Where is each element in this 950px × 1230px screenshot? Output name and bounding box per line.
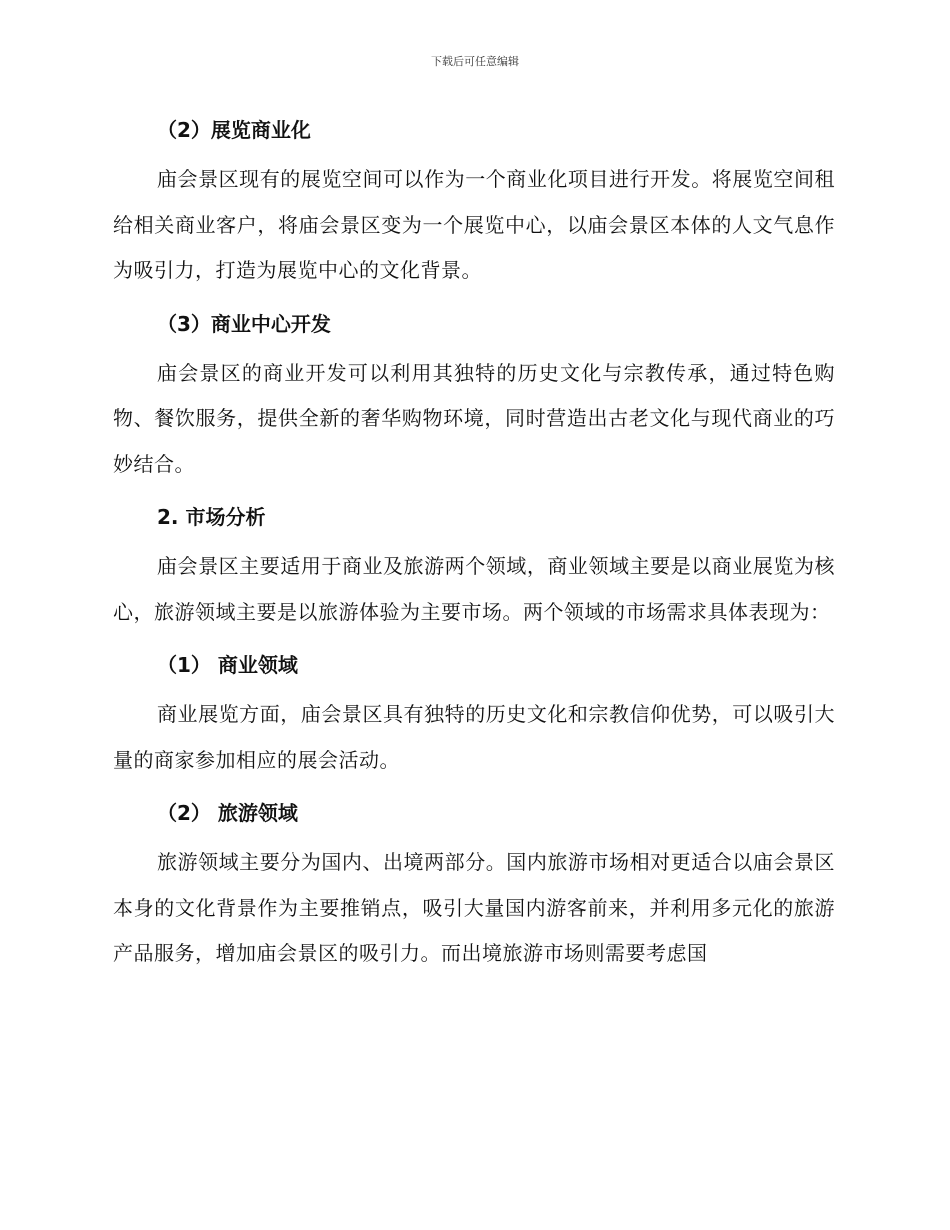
paragraph-tourism-field: 旅游领域主要分为国内、出境两部分。国内旅游市场相对更适合以庙会景区本身的文化背景作为主要推销点，吸引大量国内游客前来，并利用多元化的旅游产品服务，增加庙会景区的吸引力。而出境旅游市场则需要考虑国 xyxy=(113,850,835,965)
section-heading-tourism-field: （2） 旅游领域 xyxy=(157,801,298,825)
header-note: 下载后可任意编辑 xyxy=(431,55,519,68)
paragraph-market-analysis: 庙会景区主要适用于商业及旅游两个领域，商业领域主要是以商业展览为核心，旅游领域主要是以旅游体验为主要市场。两个领域的市场需求具体表现为： xyxy=(113,554,835,624)
section-heading-exhibition-commercialization: （2）展览商业化 xyxy=(157,118,311,142)
section-heading-commercial-field: （1） 商业领域 xyxy=(157,653,298,677)
section-heading-commercial-center: （3）商业中心开发 xyxy=(157,311,331,336)
paragraph-exhibition-commercialization: 庙会景区现有的展览空间可以作为一个商业化项目进行开发。将展览空间租给相关商业客户，将庙会景区变为一个展览中心，以庙会景区本体的人文气息作为吸引力，打造为展览中心的文化背景。 xyxy=(113,167,835,282)
paragraph-commercial-field: 商业展览方面，庙会景区具有独特的历史文化和宗教信仰优势，可以吸引大量的商家参加相应的展会活动。 xyxy=(113,702,835,772)
paragraph-commercial-center: 庙会景区的商业开发可以利用其独特的历史文化与宗教传承，通过特色购物、餐饮服务，提供全新的奢华购物环境，同时营造出古老文化与现代商业的巧妙结合。 xyxy=(113,360,835,476)
document-body xyxy=(113,110,835,987)
section-heading-market-analysis: 2. 市场分析 xyxy=(157,505,266,529)
